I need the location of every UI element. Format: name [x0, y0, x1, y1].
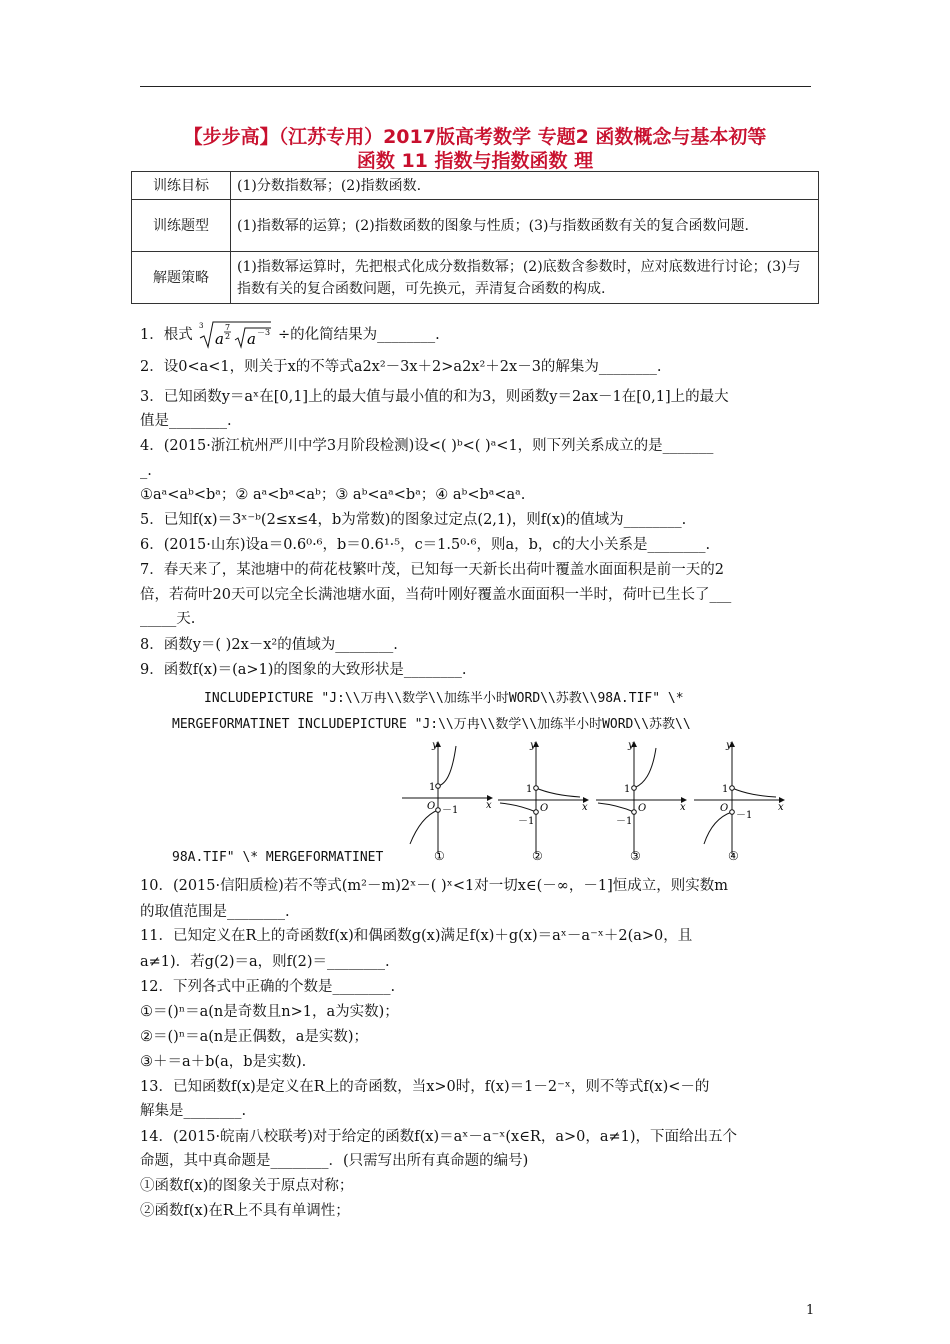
- origin-label: O: [540, 803, 549, 814]
- tick-minus-one: －1: [518, 816, 535, 827]
- axis-label-x: x: [486, 800, 492, 811]
- graph-label: ④: [728, 849, 739, 863]
- text-line: a≠1)．若g(2)＝a，则f(2)＝________.: [140, 954, 390, 970]
- include-field-line3: 98A.TIF" \* MERGEFORMATINET: [172, 850, 384, 865]
- origin-label: O: [638, 803, 647, 814]
- graph-label: ③: [630, 849, 641, 863]
- text-line: 命题，其中真命题是________．(只需写出所有真命题的编号): [140, 1153, 529, 1169]
- text-line: ②＝()ⁿ＝a(n是正偶数，a是实数)；: [140, 1029, 369, 1045]
- svg-text:a: a: [215, 330, 225, 348]
- table-value: (1)分数指数幂；(2)指数函数.: [231, 172, 819, 200]
- svg-text:7: 7: [225, 323, 231, 332]
- q1-prefix: 1．根式: [140, 327, 193, 343]
- svg-text:2: 2: [225, 332, 231, 341]
- axis-label-y: y: [432, 740, 438, 751]
- question-1: [140, 320, 440, 350]
- axis-label-y: y: [726, 740, 732, 751]
- table-value: (1)指数幂的运算；(2)指数函数的图象与性质；(3)与指数函数有关的复合函数问题.: [231, 200, 819, 252]
- text-line: 10．(2015·信阳质检)若不等式(m²－m)2ˣ－( )ˣ<1对一切x∈(－∞，－1]恒成立，则实数m: [140, 878, 728, 894]
- include-field-line1: INCLUDEPICTURE "J:\\万冉\\数学\\加练半小时WORD\\苏教\\98A.TIF" \*: [204, 691, 684, 706]
- tick-one: 1: [722, 784, 729, 795]
- text-line: ①＝()ⁿ＝a(n是奇数且n>1，a为实数)；: [140, 1004, 399, 1020]
- radical-expression: [197, 320, 273, 350]
- text-line: _____天.: [140, 611, 196, 627]
- table-key: 解题策略: [132, 252, 231, 304]
- graph-3: [596, 740, 686, 863]
- axis-label-x: x: [680, 802, 686, 813]
- tick-one: 1: [429, 782, 436, 793]
- text-line: 2．设0<a<1，则关于x的不等式a2x²－3x＋2>a2x²＋2x－3的解集为________.: [140, 359, 662, 375]
- graph-label: ①: [434, 849, 445, 863]
- origin-label: O: [720, 803, 729, 814]
- doc-title-line1: 【步步高】（江苏专用）2017版高考数学 专题2 函数概念与基本初等: [183, 126, 767, 148]
- text-line: 9．函数f(x)＝(a>1)的图象的大致形状是________.: [140, 662, 467, 678]
- graph-2: [498, 740, 588, 863]
- tick-minus-one: －1: [616, 816, 633, 827]
- axis-label-y: y: [530, 740, 536, 751]
- graph-1: [402, 740, 492, 863]
- text-line: 7．春天来了，某池塘中的荷花枝繁叶茂，已知每一天新长出荷叶覆盖水面面积是前一天的2: [140, 562, 724, 578]
- page-number: 1: [806, 1303, 815, 1318]
- text-line: _.: [140, 463, 152, 479]
- text-line: ②函数f(x)在R上不具有单调性；: [140, 1203, 350, 1219]
- table-key: 训练目标: [132, 172, 231, 200]
- tick-minus-one: －1: [736, 810, 753, 821]
- text-line: 8．函数y＝( )2x－x²的值域为________.: [140, 637, 398, 653]
- text-line: 6．(2015·山东)设a＝0.6⁰·⁶，b＝0.6¹·⁵，c＝1.5⁰·⁶，则a，b，c的大小关系是________.: [140, 537, 711, 553]
- graph-options-figure: [400, 736, 790, 866]
- axis-label-x: x: [582, 802, 588, 813]
- training-table: [131, 171, 819, 304]
- include-field-line2: MERGEFORMATINET INCLUDEPICTURE "J:\\万冉\\数学\\加练半小时WORD\\苏教\\: [172, 717, 691, 732]
- text-line: 倍，若荷叶20天可以完全长满池塘水面，当荷叶刚好覆盖水面面积一半时，荷叶已生长了___: [140, 587, 732, 603]
- text-line: 14．(2015·皖南八校联考)对于给定的函数f(x)＝aˣ－a⁻ˣ(x∈R，a>0，a≠1)，下面给出五个: [140, 1129, 738, 1145]
- graph-4: [694, 740, 784, 863]
- tick-one: 1: [526, 784, 533, 795]
- text-line: ①函数f(x)的图象关于原点对称；: [140, 1178, 354, 1194]
- text-line: 5．已知f(x)＝3ˣ⁻ᵇ(2≤x≤4，b为常数)的图象过定点(2,1)，则f(x)的值域为________.: [140, 512, 687, 528]
- text-line: 值是________.: [140, 413, 232, 429]
- text-line: 的取值范围是________.: [140, 904, 290, 920]
- q1-suffix: ÷的化简结果为________.: [277, 327, 440, 343]
- svg-text:－3: －3: [257, 328, 271, 337]
- table-row: [132, 200, 819, 252]
- doc-title-line2: 函数 11 指数与指数函数 理: [356, 150, 594, 172]
- tick-minus-one: －1: [442, 805, 459, 816]
- graph-label: ②: [532, 849, 543, 863]
- table-row: [132, 172, 819, 200]
- table-row: [132, 252, 819, 304]
- axis-label-y: y: [628, 740, 634, 751]
- header-rule: [140, 86, 811, 87]
- text-line: 11．已知定义在R上的奇函数f(x)和偶函数g(x)满足f(x)＋g(x)＝aˣ－a⁻ˣ＋2(a>0，且: [140, 928, 693, 944]
- table-key: 训练题型: [132, 200, 231, 252]
- text-line: ①aᵃ<aᵇ<bᵃ；② aᵃ<bᵃ<aᵇ；③ aᵇ<aᵃ<bᵃ；④ aᵇ<bᵃ<aᵃ.: [140, 487, 526, 503]
- text-line: 12．下列各式中正确的个数是________.: [140, 979, 396, 995]
- tick-one: 1: [624, 784, 631, 795]
- text-line: 解集是________.: [140, 1103, 247, 1119]
- text-line: ③＋＝a＋b(a，b是实数).: [140, 1054, 307, 1070]
- text-line: 3．已知函数y＝aˣ在[0,1]上的最大值与最小值的和为3，则函数y＝2ax－1在[0,1]上的最大: [140, 389, 729, 405]
- axis-label-x: x: [778, 802, 784, 813]
- table-value: (1)指数幂运算时，先把根式化成分数指数幂；(2)底数含参数时，应对底数进行讨论；(3)与指数有关的复合函数问题，可先换元，弄清复合函数的构成.: [231, 252, 819, 304]
- origin-label: O: [427, 801, 436, 812]
- svg-text:a: a: [247, 330, 257, 348]
- svg-text:3: 3: [199, 322, 204, 330]
- text-line: 4．(2015·浙江杭州严川中学3月阶段检测)设<( )ᵇ<( )ᵃ<1，则下列关系成立的是_______: [140, 438, 714, 454]
- text-line: 13．已知函数f(x)是定义在R上的奇函数，当x>0时，f(x)＝1－2⁻ˣ，则不等式f(x)<－的: [140, 1079, 710, 1095]
